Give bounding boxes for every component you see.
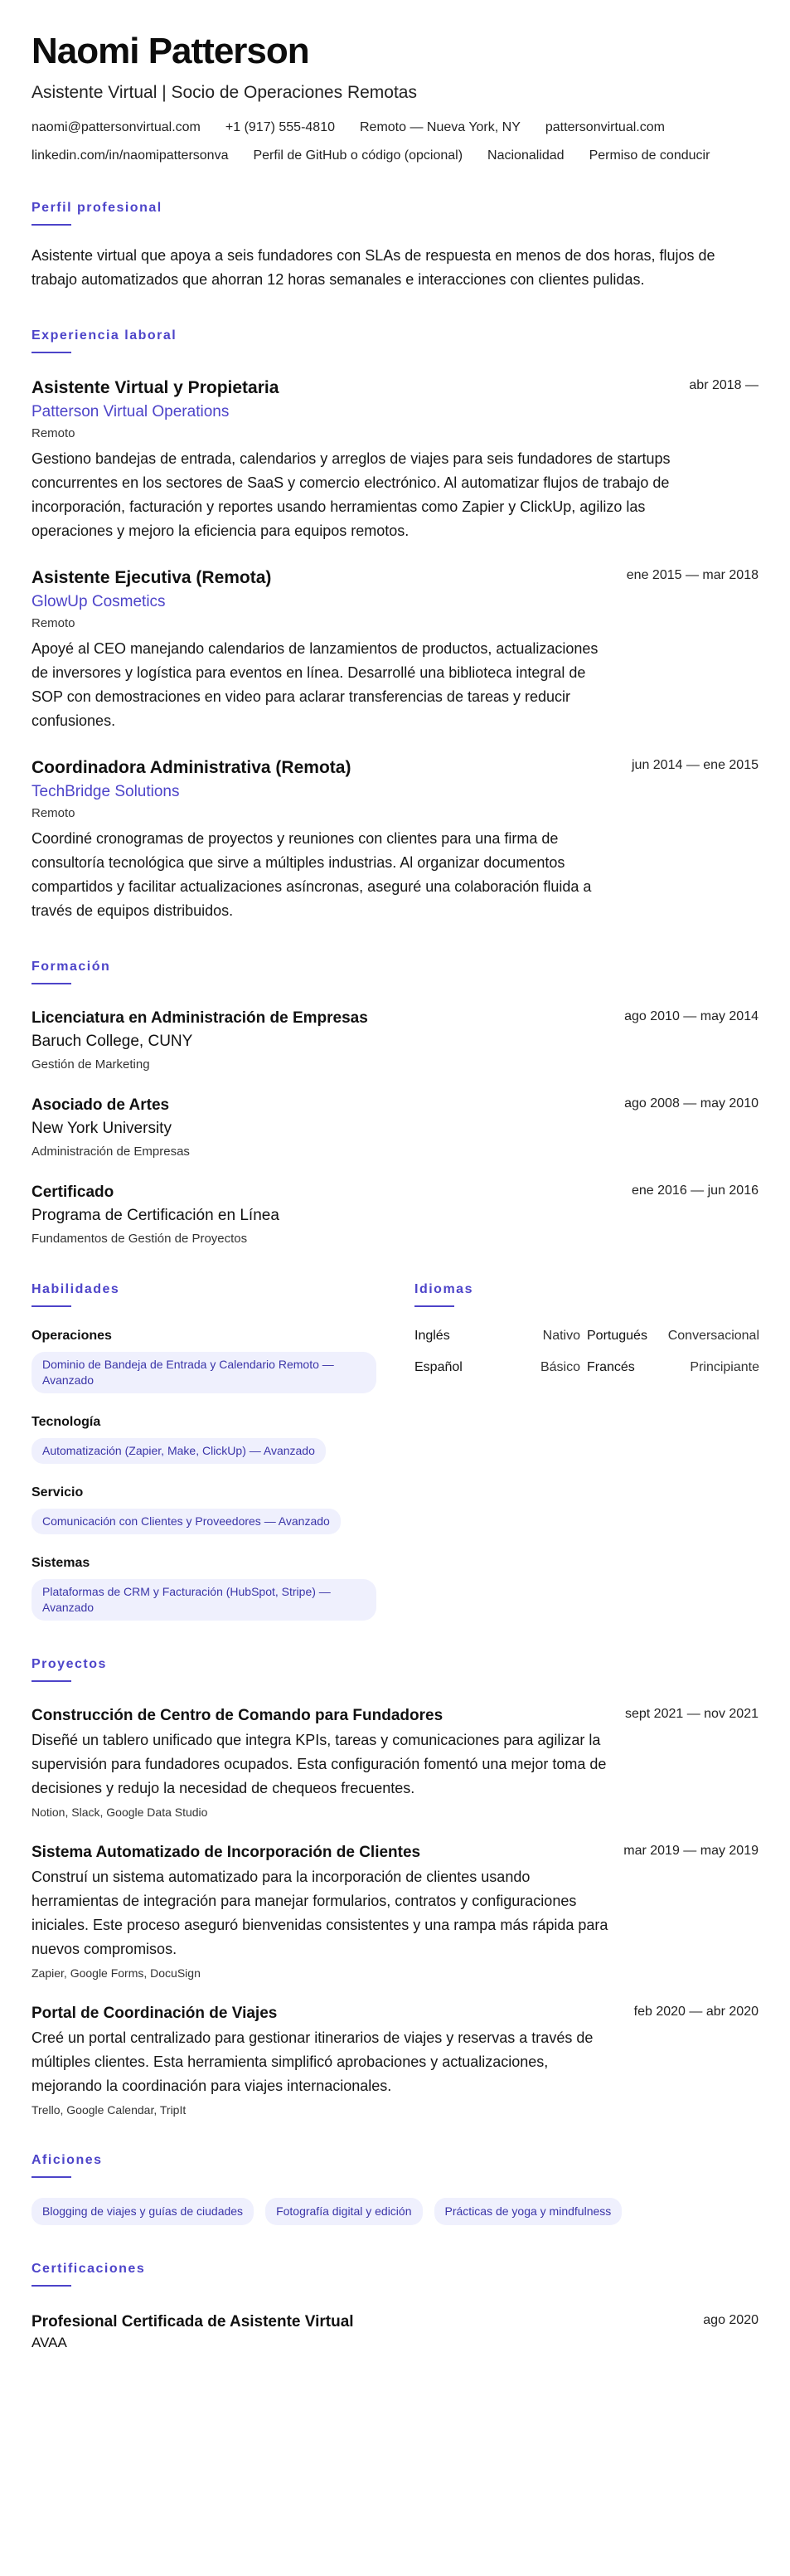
skill-tag: Automatización (Zapier, Make, ClickUp) — Avanzado <box>32 1438 326 1464</box>
education-section <box>32 960 758 1246</box>
language-level: Básico <box>540 1360 580 1374</box>
field-of-study: Administración de Empresas <box>32 1145 190 1159</box>
job-company: GlowUp Cosmetics <box>32 593 166 610</box>
section-divider <box>414 1305 454 1307</box>
job-title: Asistente Virtual y Propietaria <box>32 378 279 397</box>
entry-dates: sept 2021 — nov 2021 <box>624 1707 758 1721</box>
skill-tag: Plataformas de CRM y Facturación (HubSpot, Stripe) — Avanzado <box>32 1579 376 1621</box>
entry-dates: ago 2020 <box>703 2313 758 2327</box>
section-title: Habilidades <box>32 1282 120 1296</box>
language-list <box>414 1329 758 1375</box>
section-title: Certificaciones <box>32 2262 146 2276</box>
job-location: Remoto <box>32 426 75 440</box>
project-tools: Zapier, Google Forms, DocuSign <box>32 1966 201 1980</box>
contact-location: Remoto — Nueva York, NY <box>360 120 521 134</box>
summary-section <box>32 201 758 292</box>
education-entry <box>32 1008 758 1072</box>
job-location: Remoto <box>32 616 75 630</box>
project-description: Creé un portal centralizado para gestionar itinerarios de viajes y reservas a través de múltiples clientes. Esta herramienta simplificó aprobaciones y actualizaciones, mejorando la coordinación para viajes internacionales. <box>32 2029 594 2094</box>
resume-header <box>32 30 758 164</box>
contact-github[interactable]: Perfil de GitHub o código (opcional) <box>253 148 463 163</box>
section-title: Aficiones <box>32 2153 103 2167</box>
experience-section <box>32 328 758 923</box>
degree: Certificado <box>32 1184 114 1201</box>
job-location: Remoto <box>32 806 75 820</box>
job-description: Coordiné cronogramas de proyectos y reuniones con clientes para una firma de consultoría tecnológica que sirve a múltiples industrias. Al organizar documentos compartidos y facilitar actualizaciones asíncronas, aseguré una colaboración fluida a través de equipos distribuidos. <box>32 830 592 919</box>
language-item <box>414 1329 587 1344</box>
school: Baruch College, CUNY <box>32 1033 193 1050</box>
job-description: Gestiono bandejas de entrada, calendarios y arreglos de viajes para seis fundadores de startups concurrentes en los sectores de SaaS y comercio electrónico. Al automatizar flujos de trabajo de incorporación, facturación y reportes usando herramientas como Zapier y ClickUp, agilizo las operaciones y mejoro la eficiencia para equipos remotos. <box>32 450 671 539</box>
degree: Asociado de Artes <box>32 1096 170 1114</box>
interest-tag: Prácticas de yoga y mindfulness <box>434 2198 623 2225</box>
project-title: Portal de Coordinación de Viajes <box>32 2005 278 2022</box>
entry-dates: ago 2010 — may 2014 <box>624 1009 758 1023</box>
project-title: Construcción de Centro de Comando para Fundadores <box>32 1707 443 1724</box>
entry-dates: mar 2019 — may 2019 <box>623 1844 758 1858</box>
section-divider <box>32 1680 71 1682</box>
field-of-study: Gestión de Marketing <box>32 1057 150 1072</box>
experience-entry <box>32 566 758 733</box>
project-entry <box>32 1705 758 1819</box>
contact-email[interactable]: naomi@pattersonvirtual.com <box>32 120 201 134</box>
language-name: Inglés <box>414 1329 450 1343</box>
skills-languages-row <box>32 1282 758 1621</box>
language-level: Nativo <box>542 1329 580 1343</box>
entry-dates: feb 2020 — abr 2020 <box>633 2005 758 2019</box>
job-company: TechBridge Solutions <box>32 783 180 800</box>
section-title: Formación <box>32 960 111 974</box>
skill-tag: Dominio de Bandeja de Entrada y Calendario Remoto — Avanzado <box>32 1352 376 1393</box>
school: New York University <box>32 1120 172 1137</box>
degree: Licenciatura en Administración de Empresas <box>32 1009 368 1027</box>
skill-tag: Comunicación con Clientes y Proveedores — Avanzado <box>32 1509 341 1534</box>
skills-section <box>32 1282 414 1621</box>
contact-linkedin[interactable]: linkedin.com/in/naomipattersonva <box>32 148 229 163</box>
skill-group <box>32 1485 414 1534</box>
language-name: Portugués <box>587 1329 647 1343</box>
headline: Asistente Virtual | Socio de Operaciones Remotas <box>32 83 417 102</box>
interest-list <box>32 2190 758 2225</box>
project-description: Diseñé un tablero unificado que integra KPIs, tareas y comunicaciones para agilizar la supervisión para fundadores ocupados. Esta configuración fomentó una mejor toma de decisiones y redujo la necesidad de chequeos frecuentes. <box>32 1732 607 1796</box>
language-item <box>587 1360 759 1375</box>
summary-text: Asistente virtual que apoya a seis fundadores con SLAs de respuesta en menos de dos horas, flujos de trabajo automatizados que ahorran 12 horas semanales e interacciones con clientes pulidas. <box>32 247 715 288</box>
project-tools: Notion, Slack, Google Data Studio <box>32 1806 208 1819</box>
language-item <box>587 1329 759 1344</box>
skill-category: Servicio <box>32 1485 84 1499</box>
skill-category: Sistemas <box>32 1556 90 1570</box>
certification-entry <box>32 2311 758 2351</box>
section-divider <box>32 2285 71 2287</box>
certification-name: Profesional Certificada de Asistente Virtual <box>32 2313 354 2331</box>
skill-category: Tecnología <box>32 1415 101 1429</box>
languages-section <box>414 1282 758 1621</box>
section-divider <box>32 352 71 353</box>
language-level: Conversacional <box>667 1329 759 1343</box>
language-item <box>414 1360 587 1375</box>
language-name: Francés <box>587 1360 635 1374</box>
section-divider <box>32 1305 71 1307</box>
entry-dates: jun 2014 — ene 2015 <box>631 758 758 772</box>
projects-section <box>32 1657 758 2117</box>
contact-website[interactable]: pattersonvirtual.com <box>545 120 665 134</box>
school: Programa de Certificación en Línea <box>32 1207 279 1224</box>
project-title: Sistema Automatizado de Incorporación de Clientes <box>32 1844 421 1861</box>
entry-dates: ene 2015 — mar 2018 <box>626 568 758 582</box>
education-entry <box>32 1095 758 1159</box>
skill-category: Operaciones <box>32 1329 112 1343</box>
contact-list <box>32 119 761 164</box>
language-level: Principiante <box>690 1360 759 1374</box>
experience-entry <box>32 377 758 543</box>
interest-tag: Fotografía digital y edición <box>265 2198 422 2225</box>
project-description: Construí un sistema automatizado para la incorporación de clientes usando herramientas de integración para manejar formularios, contratos y configuraciones iniciales. Este proceso aseguró bienvenidas consistentes y una rampa más rápida para nuevos compromisos. <box>32 1869 608 1957</box>
project-tools: Trello, Google Calendar, TripIt <box>32 2103 187 2117</box>
project-entry <box>32 2003 758 2117</box>
entry-dates: abr 2018 — <box>689 378 758 392</box>
field-of-study: Fundamentos de Gestión de Proyectos <box>32 1232 248 1246</box>
contact-phone[interactable]: +1 (917) 555-4810 <box>225 120 335 134</box>
job-title: Coordinadora Administrativa (Remota) <box>32 758 351 777</box>
education-entry <box>32 1182 758 1246</box>
section-divider <box>32 224 71 226</box>
entry-dates: ene 2016 — jun 2016 <box>631 1184 758 1198</box>
job-description: Apoyé al CEO manejando calendarios de lanzamientos de productos, actualizaciones de inversores y logística para eventos en línea. Desarrollé una biblioteca integral de SOP con demostraciones en video para aclarar transferencias de tareas y reducir confusiones. <box>32 640 599 729</box>
job-company: Patterson Virtual Operations <box>32 403 230 420</box>
contact-driving-license: Permiso de conducir <box>589 148 710 163</box>
candidate-name: Naomi Patterson <box>32 31 309 71</box>
experience-entry <box>32 756 758 923</box>
skill-group <box>32 1329 414 1393</box>
entry-dates: ago 2008 — may 2010 <box>624 1096 758 1111</box>
interests-section <box>32 2153 758 2225</box>
section-divider <box>32 983 71 984</box>
section-title: Idiomas <box>414 1282 473 1296</box>
job-title: Asistente Ejecutiva (Remota) <box>32 568 272 587</box>
interest-tag: Blogging de viajes y guías de ciudades <box>32 2198 254 2225</box>
section-title: Experiencia laboral <box>32 328 177 343</box>
section-divider <box>32 2176 71 2178</box>
certifications-section <box>32 2262 758 2351</box>
section-title: Proyectos <box>32 1657 107 1671</box>
language-name: Español <box>414 1360 463 1374</box>
skill-group <box>32 1556 414 1621</box>
project-entry <box>32 1842 758 1980</box>
skill-group <box>32 1415 414 1464</box>
section-title: Perfil profesional <box>32 201 162 215</box>
contact-nationality: Nacionalidad <box>487 148 565 163</box>
certification-issuer: AVAA <box>32 2335 67 2350</box>
